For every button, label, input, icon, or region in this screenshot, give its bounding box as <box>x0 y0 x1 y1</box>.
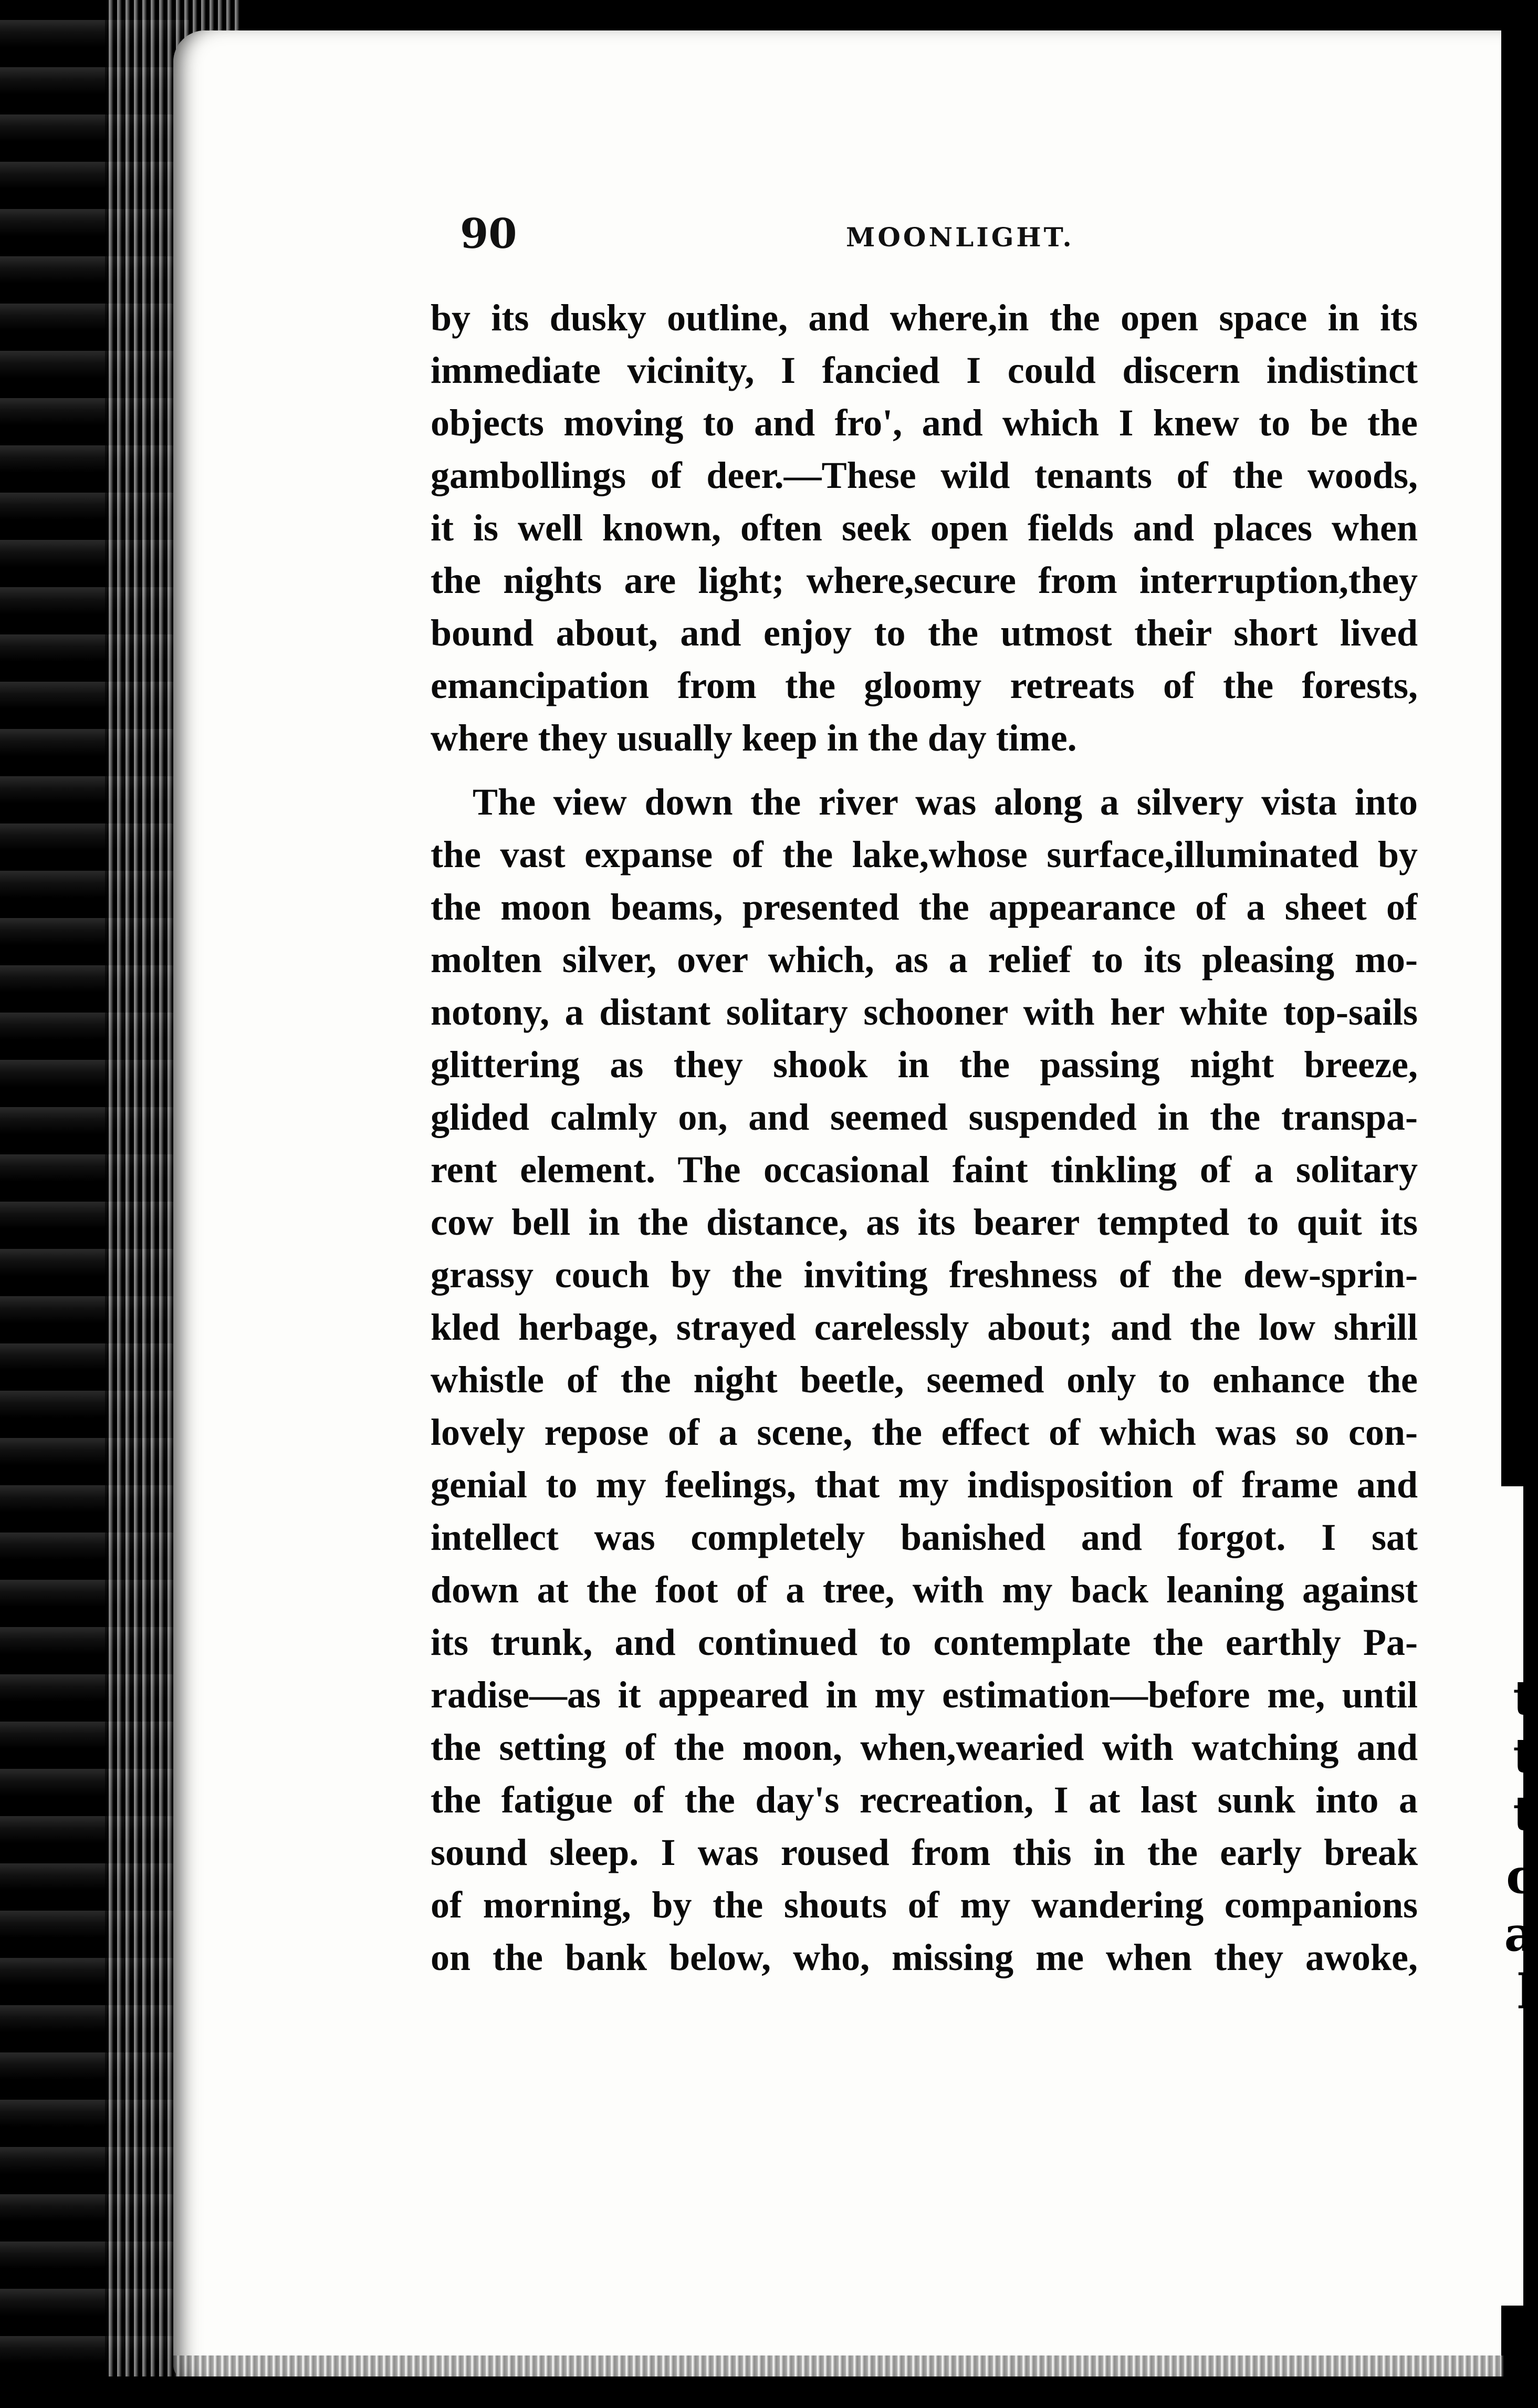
page-header <box>460 210 1379 268</box>
text-line: cow bell in the distance, as its bearer tempted to quit its <box>431 1201 1418 1243</box>
text-line: of morning, by the shouts of my wandering companions <box>431 1884 1418 1926</box>
facing-page-letter: t <box>1513 1728 1535 1784</box>
facing-page-letter: c <box>1506 1849 1535 1904</box>
paragraph <box>431 291 1418 764</box>
text-line: molten silver, over which, as a relief to its pleasing mo- <box>431 939 1418 981</box>
text-line: by its dusky outline, and where,in the open space in its <box>431 297 1418 339</box>
text-line: it is well known, often seek open fields and places when <box>431 507 1418 549</box>
text-line: sound sleep. I was roused from this in the early break <box>431 1831 1418 1873</box>
facing-page-letter: t <box>1513 1786 1535 1841</box>
scan-bottom-edge <box>0 2376 1538 2408</box>
text-line: down at the foot of a tree, with my back leaning against <box>431 1569 1418 1611</box>
text-line: gambollings of deer.—These wild tenants of the woods, <box>431 454 1418 496</box>
text-line: glided calmly on, and seemed suspended in the transpa- <box>431 1096 1418 1138</box>
running-head: MOONLIGHT. <box>846 222 1074 253</box>
body-text <box>431 291 1418 1984</box>
text-line: bound about, and enjoy to the utmost their short lived <box>431 612 1418 654</box>
text-line: the fatigue of the day's recreation, I at last sunk into a <box>431 1779 1418 1821</box>
facing-page-letter: t <box>1513 1670 1535 1726</box>
text-line: rent element. The occasional faint tinkling of a solitary <box>431 1149 1418 1191</box>
text-line: whistle of the night beetle, seemed only to enhance the <box>431 1359 1418 1401</box>
text-line: lovely repose of a scene, the effect of which was so con- <box>431 1411 1418 1453</box>
text-line: notony, a distant solitary schooner with her white top-sails <box>431 991 1418 1033</box>
page-number: 90 <box>460 210 517 258</box>
text-line: radise—as it appeared in my estimation—before me, until <box>431 1674 1418 1716</box>
text-line: the nights are light; where,secure from interruption,they <box>431 559 1418 601</box>
facing-page-letter: l <box>1516 1964 1535 2020</box>
text-line: glittering as they shook in the passing night breeze, <box>431 1044 1418 1086</box>
text-line: the setting of the moon, when,wearied with watching and <box>431 1726 1418 1768</box>
text-line: the vast expanse of the lake,whose surface,illuminated by <box>431 833 1418 875</box>
paragraph <box>431 776 1418 1984</box>
text-line: the moon beams, presented the appearance of a sheet of <box>431 886 1418 928</box>
text-line: objects moving to and fro', and which I knew to be the <box>431 402 1418 444</box>
text-line: genial to my feelings, that my indisposition of frame and <box>431 1464 1418 1506</box>
paragraph-gap <box>431 764 1418 776</box>
text-line: grassy couch by the inviting freshness of the dew-sprin- <box>431 1254 1418 1296</box>
text-line: where they usually keep in the day time. <box>431 717 1077 759</box>
text-line: The view down the river was along a silvery vista into <box>473 781 1418 823</box>
text-line: intellect was completely banished and forgot. I sat <box>431 1516 1418 1558</box>
text-line: on the bank below, who, missing me when they awoke, <box>431 1936 1418 1978</box>
facing-page-letter: a <box>1504 1906 1535 1962</box>
text-line: emancipation from the gloomy retreats of the forests, <box>431 664 1418 706</box>
text-line: its trunk, and continued to contemplate the earthly Pa- <box>431 1621 1418 1663</box>
text-line: kled herbage, strayed carelessly about; and the low shrill <box>431 1306 1418 1348</box>
text-line: immediate vicinity, I fancied I could discern indistinct <box>431 349 1418 391</box>
